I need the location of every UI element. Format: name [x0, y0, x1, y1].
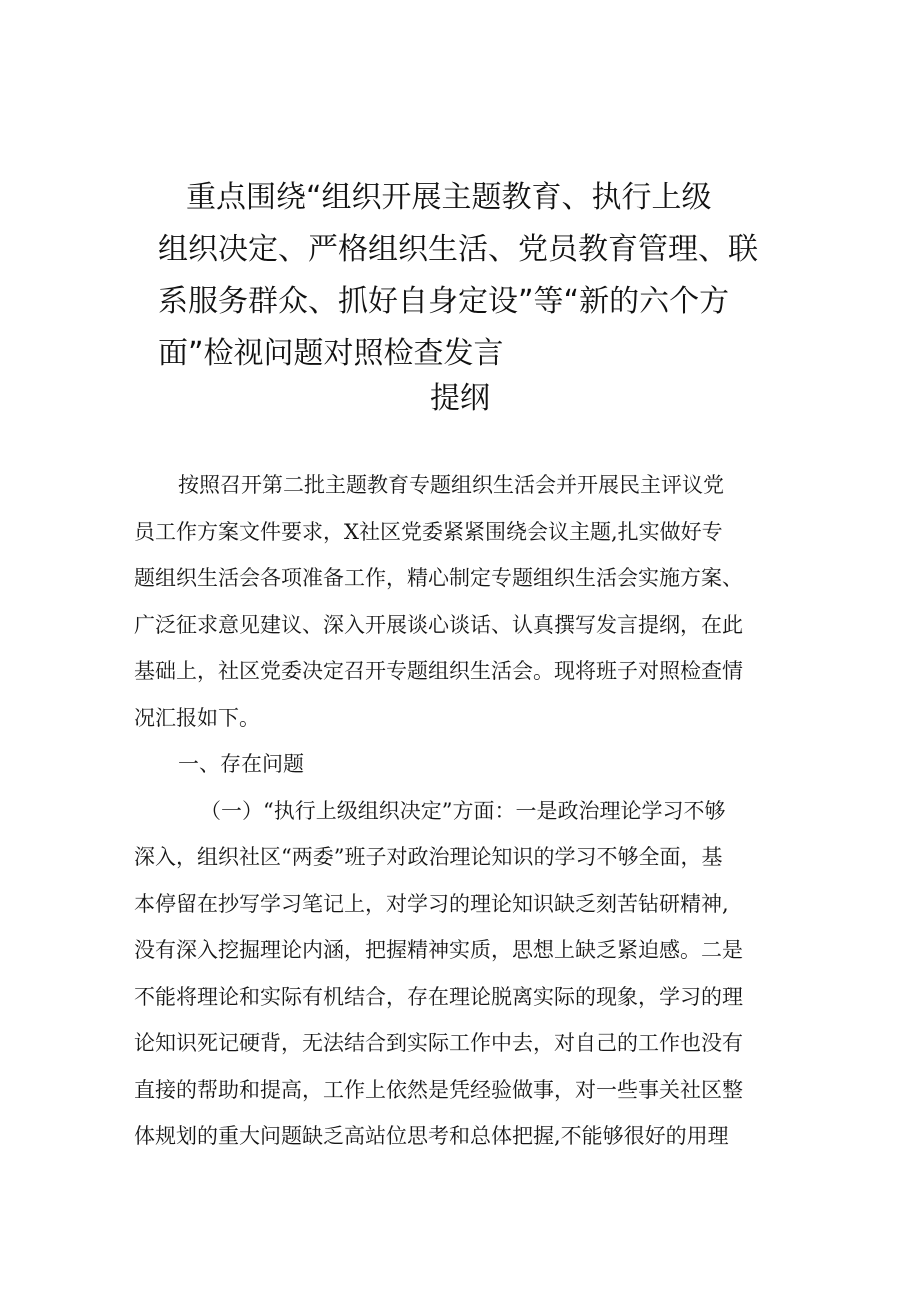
intro-paragraph [134, 462, 802, 741]
title-line-3: 系服务群众、抓好自身定设”等“新的六个方 [158, 284, 730, 319]
intro-line-3: 题组织生活会各项准备工作，精心制定专题组织生活会实施方案、 [134, 566, 743, 590]
intro-line-2: 员工作方案文件要求，X社区党委紧紧围绕会议主题,扎实做好专 [134, 519, 723, 544]
title-line-4: 面”检视问题对照检查发言 [158, 336, 504, 371]
intro-line-6: 况汇报如下。 [134, 705, 260, 730]
section-line-3: 本停留在抄写学习笔记上，对学习的理论知识缺乏刻苦钻研精神, [134, 891, 729, 916]
section-paragraph [134, 788, 802, 1160]
intro-line-1: 按照召开第二批主题教育专题组织生活会并开展民主评议党 [178, 473, 724, 497]
document-title [158, 172, 778, 380]
document-subtitle: 提纲 [430, 381, 490, 416]
section-line-4: 没有深入挖掘理论内涵，把握精神实质，思想上缺乏紧迫感。二是 [134, 938, 743, 962]
section-heading [134, 741, 802, 788]
title-line-2: 组织决定、严格组织生活、党员教育管理、联 [158, 232, 758, 267]
section-line-7: 直接的帮助和提高，工作上依然是凭经验做事，对一些事关社区整 [134, 1077, 743, 1102]
section-line-5: 不能将理论和实际有机结合，存在理论脱离实际的现象，学习的理 [134, 984, 743, 1009]
section-line-8: 体规划的重大问题缺乏高站位思考和总体把握,不能够很好的用理 [134, 1124, 729, 1148]
section-heading-text: 一、存在问题 [178, 752, 304, 776]
section-line-2: 深入，组织社区“两委”班子对政治理论知识的学习不够全面，基 [134, 845, 723, 869]
section-line-6: 论知识死记硬背，无法结合到实际工作中去，对自己的工作也没有 [134, 1031, 743, 1055]
title-line-1: 重点围绕“组织开展主题教育、执行上级 [186, 180, 712, 215]
section-line-1: （一）“执行上级组织决定”方面：一是政治理论学习不够 [200, 798, 726, 823]
intro-line-5: 基础上，社区党委决定召开专题组织生活会。现将班子对照检查情 [134, 659, 743, 683]
intro-line-4: 广泛征求意见建议、深入开展谈心谈话、认真撰写发言提纲，在此 [134, 612, 743, 637]
document-body [134, 462, 802, 1160]
